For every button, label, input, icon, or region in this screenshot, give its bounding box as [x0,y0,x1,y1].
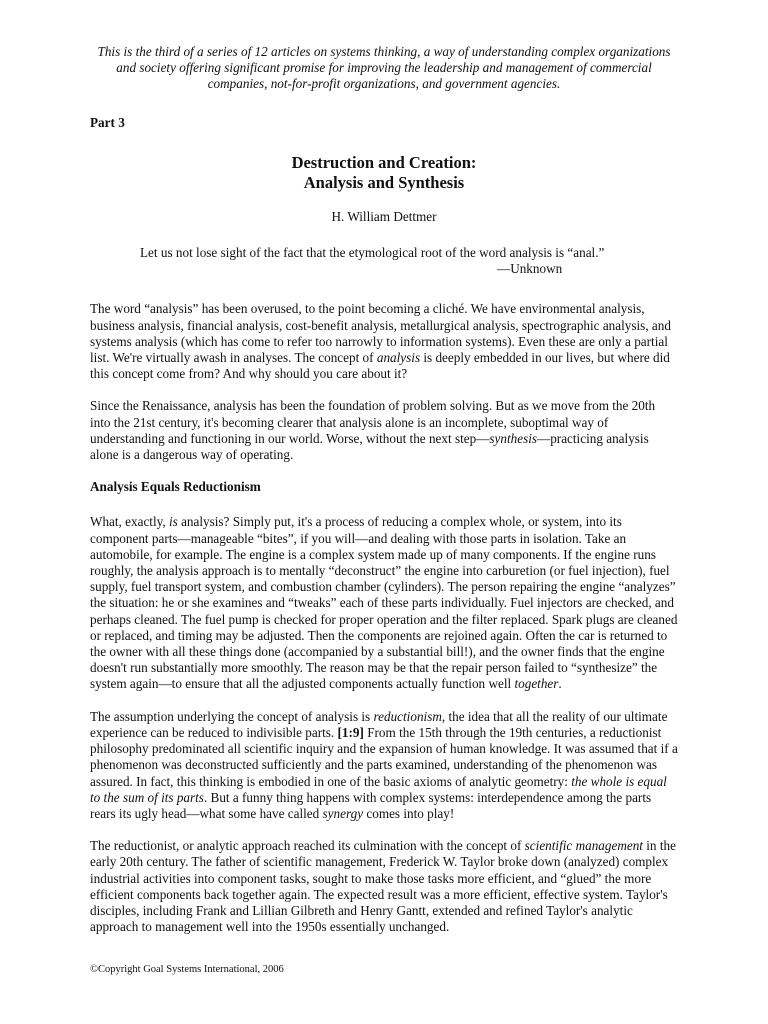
paragraph-1-text-b: is deeply embedded in our lives, but where did this concept come from? And why should you care about it? [90,350,670,382]
paragraph-2-text-b: —practicing analysis alone is a dangerous way of operating. [90,430,649,463]
paragraph-3-text-b: analysis? Simply put, it's a process of reducing a complex whole, or system, into its component parts—manageable “bites”, if you will—and dealing with those parts in isolation. Take an automobile, for example. The engine is a complex system made up of many components. If the engine runs roughly, the analysis approach is to mentally “deconstruct” the engine into carburetion (or fuel injection), fuel supply, fuel transport system, and combustion chamber (cylinders). The person repairing the engine “analyzes” the situation: he or she examines and “tweaks” each of these parts individually. Fuel injectors are checked, and perhaps cleaned. The fuel pump is checked for proper operation and the filter replaced. Spark plugs are cleaned or replaced, and timing may be adjusted. Then the components are rejoined again. Often the car is returned to the owner with all these things done (accompanied by a substantial bill!), and the owner finds that the engine doesn't run substantially more smoothly. The reason may be that the repair person failed to “synthesize” the system again—to ensure that all the adjusted components actually function well [90,514,678,692]
paragraph-3-text-c: . [558,676,562,692]
section-heading-analysis-reductionism: Analysis Equals Reductionism [90,479,261,495]
paragraph-4-text-b: , the idea that all the reality of our ultimate experience can be reduced to indivisible parts. [90,708,668,740]
part-label: Part 3 [90,114,125,130]
epigraph-attribution: —Unknown [497,261,563,277]
paragraph-5-text-b: in the early 20th century. The father of scientific management, Frederick W. Taylor broke down (analyzed) complex industrial activities into component tasks, sought to make those tasks more efficient, and “glued” the more efficient components back together again. The expected result was a more efficient, effective system. Taylor's disciples, including Frank and Lillian Gilbreth and Henry Gantt, extended and refined Taylor's analytic approach to management well into the 1950s essentially unchanged. [90,838,676,935]
epigraph-quote: Let us not lose sight of the fact that the etymological root of the word analysis is “anal.” [140,245,605,261]
paragraph-4-text-e: comes into play! [363,805,455,821]
paragraph-4-emphasis-3: synergy [322,805,364,821]
paragraph-2-emphasis: synthesis [489,430,538,446]
series-intro: This is the third of a series of 12 articles on systems thinking, a way of understanding complex organizations and society offering significant promise for improving the leadership and management of commercial companies, not-for-profit organizations, and government agencies. [97,44,671,92]
paragraph-5-text-a: The reductionist, or analytic approach reached its culmination with the concept of [90,838,525,854]
paragraph-4-emphasis-1: reductionism [373,708,442,724]
article-title [90,153,678,193]
copyright-symbol: © [90,964,98,975]
paragraph-3-emphasis-2: together [514,676,559,692]
paragraph-1-text-a: The word “analysis” has been overused, to the point becoming a cliché. We have environmental analysis, business analysis, financial analysis, cost-benefit analysis, metallurgical analysis, spectrographic analysis, and systems analysis (which has come to refer too narrowly to information systems). Even these are only a partial list. We're virtually awash in analyses. The concept of [90,301,671,366]
title-line-1: Destruction and Creation: [291,152,477,172]
copyright-text: Copyright Goal Systems International, 2006 [97,964,284,975]
paragraph-3 [90,514,678,692]
paragraph-1-emphasis: analysis [376,350,421,366]
paragraph-2 [90,398,678,463]
paragraph-4-text-d: . But a funny thing happens with complex systems: interdependence among the parts rears its ugly head—what some have called [90,789,652,821]
epigraph [90,245,678,277]
paragraph-3-emphasis-1: is [168,514,178,530]
paragraph-5 [90,838,678,935]
copyright-footer [90,963,284,976]
paragraph-2-text-a: Since the Renaissance, analysis has been the foundation of problem solving. But as we move from the 20th into the 21st century, it's becoming clearer that analysis alone is an incomplete, suboptimal way of understanding and functioning in our world. Worse, without the next step— [90,398,656,446]
paragraph-4-emphasis-2: the whole is equal to the sum of its parts [90,773,667,805]
paragraph-1 [90,301,678,382]
paragraph-4-text-c: From the 15th through the 19th centuries, a reductionist philosophy predominated all scientific inquiry and the expansion of human knowledge. It was assumed that if a phenomenon was deconstructed sufficiently and the parts examined, understanding of the phenomenon was assured. In fact, this thinking is embodied in one of the basic axioms of analytic geometry: [90,724,678,789]
paragraph-3-text-a: What, exactly, [90,514,169,530]
document-page [90,44,678,951]
paragraph-4-text-a: The assumption underlying the concept of analysis is [90,708,374,724]
title-line-2: Analysis and Synthesis [303,172,465,192]
citation-reference: [1:9] [337,724,364,740]
paragraph-4 [90,709,678,822]
paragraph-5-emphasis: scientific management [524,838,643,854]
author-name: H. William Dettmer [331,208,437,224]
